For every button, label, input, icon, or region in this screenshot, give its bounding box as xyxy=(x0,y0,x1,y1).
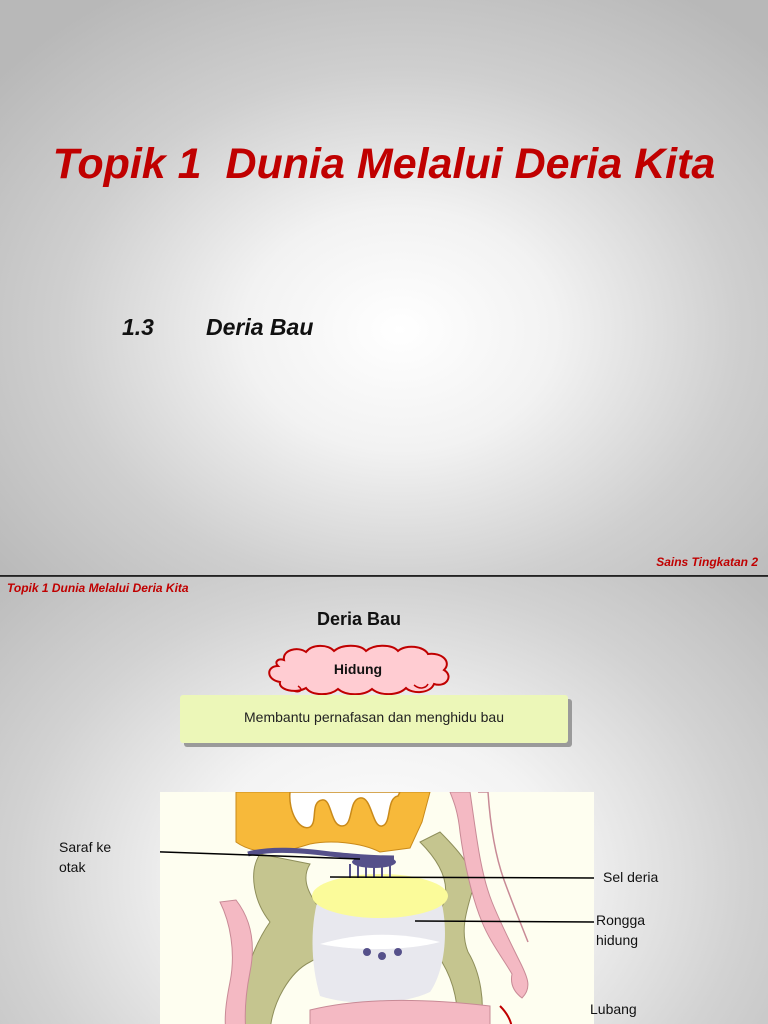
label-rongga-hidung: Rongga hidung xyxy=(596,912,646,948)
label-lubang: Lubang xyxy=(590,1001,637,1017)
hidung-cloud xyxy=(264,644,464,696)
slide-header: Topik 1 Dunia Melalui Deria Kita xyxy=(7,581,189,595)
label-sel-deria: Sel deria xyxy=(603,869,659,885)
description-box xyxy=(180,695,568,743)
description-text: Membantu pernafasan dan menghidu bau xyxy=(244,709,504,725)
section-number: 1.3 xyxy=(122,314,154,340)
cloud-label: Hidung xyxy=(333,661,383,677)
nose-diagram xyxy=(160,792,594,1024)
label-saraf-ke-otak: Saraf ke otak xyxy=(59,839,112,875)
section-title: Deria Bau xyxy=(206,314,314,340)
slide-footer: Sains Tingkatan 2 xyxy=(656,555,758,569)
content-slide xyxy=(0,577,768,1024)
slide-heading: Deria Bau xyxy=(316,609,402,629)
slide-title: Topik 1 Dunia Melalui Deria Kita xyxy=(52,140,716,188)
